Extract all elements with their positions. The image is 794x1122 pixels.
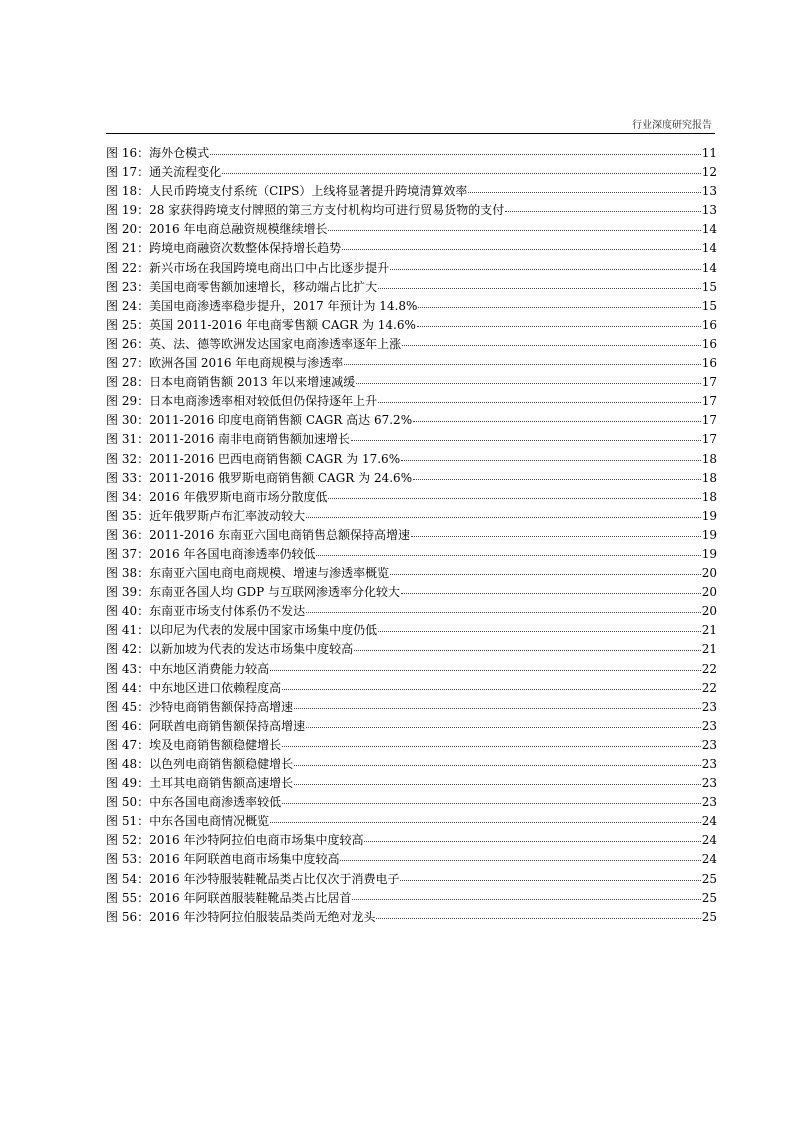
toc-separator: ： — [137, 413, 150, 428]
toc-dot-leader — [328, 488, 700, 499]
figure-index-list — [106, 144, 717, 927]
toc-dot-leader — [400, 870, 700, 881]
toc-separator: ： — [137, 222, 150, 237]
toc-entry[interactable] — [106, 411, 717, 430]
toc-dot-leader — [282, 679, 701, 690]
toc-entry[interactable] — [106, 870, 717, 889]
toc-entry[interactable] — [106, 640, 717, 659]
toc-figure-number: 图 21 — [106, 241, 138, 256]
toc-dot-leader — [356, 373, 700, 384]
toc-entry[interactable] — [106, 526, 717, 545]
toc-figure-title[interactable]: 东南亚市场支付体系仍不发达 — [149, 604, 306, 619]
toc-figure-number: 图 17 — [106, 165, 138, 180]
header-rule — [106, 133, 715, 134]
toc-figure-number: 图 52 — [106, 833, 138, 848]
toc-dot-leader — [210, 144, 701, 155]
toc-separator: ： — [137, 470, 150, 485]
toc-figure-title[interactable]: 中东各国电商渗透率较低 — [149, 795, 282, 810]
toc-separator: ： — [137, 890, 150, 905]
toc-entry[interactable] — [106, 259, 717, 278]
toc-entry[interactable] — [106, 278, 717, 297]
toc-figure-number: 图 51 — [106, 814, 138, 829]
toc-dot-leader — [294, 755, 701, 766]
toc-page-number[interactable]: 23 — [701, 718, 717, 733]
toc-page-number[interactable]: 14 — [701, 222, 717, 237]
toc-page-number[interactable]: 24 — [701, 852, 717, 867]
toc-figure-number: 图 30 — [106, 413, 138, 428]
toc-separator: ： — [137, 203, 150, 218]
toc-dot-leader — [390, 564, 701, 575]
toc-separator: ： — [137, 776, 150, 791]
toc-entry[interactable] — [106, 469, 717, 488]
toc-page-number[interactable]: 21 — [701, 642, 717, 657]
toc-entry[interactable] — [106, 144, 717, 163]
toc-figure-title[interactable]: 2011-2016 南非电商销售额加速增长 — [149, 432, 351, 447]
toc-dot-leader — [282, 736, 701, 747]
toc-page-number[interactable]: 14 — [701, 260, 717, 275]
toc-page-number[interactable]: 18 — [701, 451, 717, 466]
toc-entry[interactable] — [106, 908, 717, 927]
toc-figure-number: 图 25 — [106, 317, 138, 332]
toc-separator: ： — [137, 527, 150, 542]
toc-figure-title[interactable]: 2011-2016 俄罗斯电商销售额 CAGR 为 24.6% — [149, 470, 413, 485]
toc-entry[interactable] — [106, 335, 717, 354]
toc-separator: ： — [137, 661, 150, 676]
toc-figure-title[interactable]: 英、法、德等欧洲发达国家电商渗透率逐年上涨 — [149, 336, 402, 351]
toc-entry[interactable] — [106, 583, 717, 602]
toc-dot-leader — [390, 259, 701, 270]
toc-entry[interactable] — [106, 220, 717, 239]
toc-separator: ： — [137, 604, 150, 619]
toc-dot-leader — [378, 621, 701, 632]
toc-dot-leader — [417, 316, 701, 327]
toc-figure-number: 图 39 — [106, 585, 138, 600]
toc-page-number[interactable]: 16 — [701, 317, 717, 332]
toc-dot-leader — [378, 392, 701, 403]
toc-page-number[interactable]: 19 — [701, 527, 717, 542]
toc-dot-leader — [468, 182, 700, 193]
toc-entry[interactable] — [106, 812, 717, 831]
toc-figure-number: 图 23 — [106, 279, 138, 294]
toc-dot-leader — [418, 297, 700, 308]
toc-figure-title[interactable]: 中东地区进口依赖程度高 — [149, 680, 282, 695]
toc-figure-number: 图 42 — [106, 642, 138, 657]
toc-figure-number: 图 44 — [106, 680, 138, 695]
toc-separator: ： — [137, 394, 150, 409]
toc-entry[interactable] — [106, 201, 717, 220]
toc-page-number[interactable]: 16 — [701, 356, 717, 371]
toc-entry[interactable] — [106, 889, 717, 908]
toc-entry[interactable] — [106, 450, 717, 469]
toc-separator: ： — [137, 623, 150, 638]
toc-entry[interactable] — [106, 679, 717, 698]
toc-dot-leader — [344, 354, 700, 365]
toc-entry[interactable] — [106, 774, 717, 793]
toc-page-number[interactable]: 19 — [701, 508, 717, 523]
toc-figure-number: 图 20 — [106, 222, 138, 237]
toc-figure-number: 图 48 — [106, 757, 138, 771]
toc-dot-leader — [270, 812, 701, 823]
toc-entry[interactable] — [106, 564, 717, 583]
toc-separator: ： — [137, 852, 150, 867]
toc-figure-title[interactable]: 以印尼为代表的发展中国家市场集中度仍低 — [149, 623, 378, 638]
toc-entry[interactable] — [106, 239, 717, 258]
toc-separator: ： — [137, 489, 150, 504]
toc-dot-leader — [306, 602, 701, 613]
toc-figure-title[interactable]: 2011-2016 印度电商销售额 CAGR 高达 67.2% — [149, 413, 413, 428]
toc-figure-number: 图 46 — [106, 718, 138, 733]
toc-page-number[interactable]: 12 — [701, 165, 717, 180]
toc-figure-number: 图 55 — [106, 890, 138, 905]
toc-figure-number: 图 41 — [106, 623, 138, 638]
toc-dot-leader — [401, 450, 701, 461]
toc-entry[interactable] — [106, 488, 717, 507]
toc-figure-title[interactable]: 东南亚六国电商电商规模、增速与渗透率概览 — [149, 566, 390, 581]
toc-dot-leader — [351, 430, 701, 441]
toc-figure-number: 图 45 — [106, 699, 138, 714]
toc-entry[interactable] — [106, 354, 717, 373]
toc-figure-number: 图 54 — [106, 871, 138, 886]
toc-figure-number: 图 19 — [106, 203, 138, 218]
toc-figure-title[interactable]: 2016 年阿联酋服装鞋靴品类占比居首 — [149, 890, 352, 905]
toc-dot-leader — [505, 201, 701, 212]
toc-figure-title[interactable]: 英国 2011-2016 年电商零售额 CAGR 为 14.6% — [149, 317, 416, 332]
toc-separator: ： — [137, 432, 150, 447]
toc-figure-title[interactable]: 土耳其电商销售额高速增长 — [149, 776, 294, 791]
toc-figure-number: 图 53 — [106, 852, 138, 867]
toc-page-number[interactable]: 22 — [701, 661, 717, 676]
toc-dot-leader — [316, 545, 700, 556]
toc-dot-leader — [328, 220, 700, 231]
toc-entry[interactable] — [106, 373, 717, 392]
toc-dot-leader — [282, 793, 701, 804]
toc-figure-title[interactable]: 人民币跨境支付系统（CIPS）上线将显著提升跨境清算效率 — [149, 184, 468, 199]
toc-dot-leader — [411, 526, 701, 537]
toc-dot-leader — [294, 698, 701, 709]
toc-figure-number: 图 22 — [106, 260, 138, 275]
toc-page-number[interactable]: 17 — [701, 432, 717, 447]
toc-dot-leader — [294, 774, 701, 785]
toc-separator: ： — [137, 184, 150, 199]
toc-separator: ： — [137, 737, 150, 752]
toc-figure-title[interactable]: 沙特电商销售额保持高增速 — [149, 699, 294, 714]
toc-figure-title[interactable]: 埃及电商销售额稳健增长 — [149, 737, 282, 752]
toc-figure-title[interactable]: 28 家获得跨境支付牌照的第三方支付机构均可进行贸易货物的支付 — [149, 203, 505, 218]
toc-entry[interactable] — [106, 392, 717, 411]
toc-figure-number: 图 36 — [106, 527, 138, 542]
toc-figure-number: 图 33 — [106, 470, 138, 485]
toc-entry[interactable] — [106, 793, 717, 812]
toc-figure-title[interactable]: 中东地区消费能力较高 — [149, 661, 270, 676]
toc-page-number[interactable]: 13 — [701, 184, 717, 199]
toc-figure-title[interactable]: 跨境电商融资次数整体保持增长趋势 — [149, 241, 342, 256]
report-header-title: 行业深度研究报告 — [632, 120, 712, 131]
toc-page-number[interactable]: 25 — [701, 871, 717, 886]
toc-figure-number: 图 38 — [106, 566, 138, 581]
toc-figure-number: 图 29 — [106, 394, 138, 409]
toc-figure-number: 图 49 — [106, 776, 138, 791]
toc-separator: ： — [137, 680, 150, 695]
toc-separator: ： — [137, 795, 150, 810]
toc-separator: ： — [137, 165, 150, 180]
toc-entry[interactable] — [106, 545, 717, 564]
toc-figure-number: 图 47 — [106, 737, 138, 752]
toc-page-number[interactable]: 18 — [701, 489, 717, 504]
toc-page-number[interactable]: 23 — [701, 776, 717, 791]
toc-separator: ： — [137, 871, 150, 886]
toc-page-number[interactable]: 17 — [701, 375, 717, 390]
toc-figure-title[interactable]: 东南亚各国人均 GDP 与互联网渗透率分化较大 — [149, 585, 401, 600]
toc-dot-leader — [413, 411, 701, 422]
toc-separator: ： — [137, 241, 150, 256]
toc-separator: ： — [137, 566, 150, 581]
toc-separator: ： — [137, 814, 150, 829]
toc-page-number[interactable]: 11 — [701, 146, 717, 160]
toc-figure-title[interactable]: 2016 年各国电商渗透率仍较低 — [149, 546, 316, 561]
toc-dot-leader — [222, 163, 701, 174]
toc-separator: ： — [137, 642, 150, 657]
toc-separator: ： — [137, 336, 150, 351]
toc-page-number[interactable]: 14 — [701, 241, 717, 256]
toc-figure-title[interactable]: 中东各国电商情况概览 — [149, 814, 270, 829]
toc-figure-number: 图 26 — [106, 336, 138, 351]
toc-separator: ： — [137, 356, 150, 371]
toc-figure-number: 图 28 — [106, 375, 138, 390]
toc-figure-number: 图 35 — [106, 508, 138, 523]
toc-entry[interactable] — [106, 163, 717, 182]
toc-dot-leader — [270, 660, 701, 671]
toc-entry[interactable] — [106, 717, 717, 736]
toc-separator: ： — [137, 508, 150, 523]
toc-figure-title[interactable]: 海外仓模式 — [149, 146, 210, 160]
toc-figure-title[interactable]: 2016 年沙特阿拉伯电商市场集中度较高 — [149, 833, 364, 848]
toc-separator: ： — [137, 451, 150, 466]
toc-entry[interactable] — [106, 621, 717, 640]
toc-figure-title[interactable]: 通关流程变化 — [149, 165, 222, 180]
toc-figure-number: 图 37 — [106, 546, 138, 561]
toc-figure-title[interactable]: 2016 年电商总融资规模继续增长 — [149, 222, 328, 237]
toc-figure-number: 图 27 — [106, 356, 138, 371]
toc-entry[interactable] — [106, 507, 717, 526]
toc-figure-title[interactable]: 美国电商渗透率稳步提升，2017 年预计为 14.8% — [149, 298, 418, 313]
toc-dot-leader — [401, 583, 701, 594]
toc-page-number[interactable]: 24 — [701, 833, 717, 848]
toc-separator: ： — [137, 833, 150, 848]
toc-page-number[interactable]: 23 — [701, 737, 717, 752]
toc-figure-title[interactable]: 日本电商销售额 2013 年以来增速减缓 — [149, 375, 356, 390]
toc-separator: ： — [137, 585, 150, 600]
toc-separator: ： — [137, 317, 150, 332]
toc-figure-number: 图 40 — [106, 604, 138, 619]
toc-entry[interactable] — [106, 736, 717, 755]
toc-entry[interactable] — [106, 660, 717, 679]
toc-page-number[interactable]: 24 — [701, 814, 717, 829]
toc-entry[interactable] — [106, 831, 717, 850]
toc-dot-leader — [364, 831, 700, 842]
toc-page-number[interactable]: 23 — [701, 699, 717, 714]
toc-page-number[interactable]: 15 — [701, 298, 717, 313]
toc-page-number[interactable]: 18 — [701, 470, 717, 485]
toc-entry[interactable] — [106, 602, 717, 621]
toc-figure-number: 图 31 — [106, 432, 138, 447]
toc-figure-number: 图 43 — [106, 661, 138, 676]
toc-figure-title[interactable]: 2016 年沙特服装鞋靴品类占比仅次于消费电子 — [149, 871, 400, 886]
toc-figure-title[interactable]: 欧洲各国 2016 年电商规模与渗透率 — [149, 356, 344, 371]
toc-dot-leader — [306, 717, 701, 728]
toc-figure-title[interactable]: 近年俄罗斯卢布汇率波动较大 — [149, 508, 306, 523]
toc-entry[interactable] — [106, 297, 717, 316]
toc-dot-leader — [354, 640, 701, 651]
toc-figure-title[interactable]: 美国电商零售额加速增长，移动端占比扩大 — [149, 279, 378, 294]
toc-separator: ： — [137, 279, 150, 294]
toc-separator: ： — [137, 146, 150, 160]
toc-figure-title[interactable]: 以新加坡为代表的发达市场集中度较高 — [149, 642, 354, 657]
toc-page-number[interactable]: 17 — [701, 413, 717, 428]
toc-separator: ： — [137, 909, 150, 924]
toc-figure-number: 图 50 — [106, 795, 138, 810]
toc-page-number[interactable]: 22 — [701, 680, 717, 695]
toc-dot-leader — [340, 850, 700, 861]
toc-page-number[interactable]: 17 — [701, 394, 717, 409]
toc-figure-number: 图 18 — [106, 184, 138, 199]
toc-page-number[interactable]: 15 — [701, 279, 717, 294]
toc-figure-number: 图 56 — [106, 909, 138, 924]
toc-separator: ： — [137, 757, 150, 771]
toc-page-number[interactable]: 23 — [701, 757, 717, 771]
toc-page-number[interactable]: 13 — [701, 203, 717, 218]
toc-page-number[interactable]: 21 — [701, 623, 717, 638]
toc-figure-title[interactable]: 2016 年俄罗斯电商市场分散度低 — [149, 489, 328, 504]
toc-page-number[interactable]: 16 — [701, 336, 717, 351]
toc-dot-leader — [413, 469, 701, 480]
toc-dot-leader — [376, 908, 700, 919]
toc-page-number[interactable]: 19 — [701, 546, 717, 561]
toc-page-number[interactable]: 25 — [701, 890, 717, 905]
toc-separator: ： — [137, 718, 150, 733]
toc-figure-title[interactable]: 新兴市场在我国跨境电商出口中占比逐步提升 — [149, 260, 390, 275]
toc-page-number[interactable]: 23 — [701, 795, 717, 810]
toc-figure-title[interactable]: 2016 年沙特阿拉伯服装品类尚无绝对龙头 — [149, 909, 376, 924]
toc-dot-leader — [352, 889, 700, 900]
toc-entry[interactable] — [106, 430, 717, 449]
toc-page-number[interactable]: 20 — [701, 604, 717, 619]
toc-figure-number: 图 24 — [106, 298, 138, 313]
toc-dot-leader — [306, 507, 701, 518]
toc-entry[interactable] — [106, 316, 717, 335]
toc-page-number[interactable]: 25 — [701, 909, 717, 924]
toc-page-number[interactable]: 20 — [701, 566, 717, 581]
toc-separator: ： — [137, 699, 150, 714]
toc-figure-title[interactable]: 以色列电商销售额稳健增长 — [149, 757, 294, 771]
toc-separator: ： — [137, 546, 150, 561]
toc-figure-title[interactable]: 2011-2016 东南亚六国电商销售总额保持高增速 — [149, 527, 411, 542]
toc-figure-title[interactable]: 阿联酋电商销售额保持高增速 — [149, 718, 306, 733]
toc-figure-title[interactable]: 2016 年阿联酋电商市场集中度较高 — [149, 852, 340, 867]
toc-entry[interactable] — [106, 698, 717, 717]
toc-entry[interactable] — [106, 182, 717, 201]
toc-figure-title[interactable]: 日本电商渗透率相对较低但仍保持逐年上升 — [149, 394, 378, 409]
toc-entry[interactable] — [106, 850, 717, 869]
toc-separator: ： — [137, 260, 150, 275]
toc-entry[interactable] — [106, 755, 717, 774]
toc-dot-leader — [342, 239, 701, 250]
toc-dot-leader — [378, 278, 701, 289]
toc-figure-number: 图 32 — [106, 451, 138, 466]
toc-figure-title[interactable]: 2011-2016 巴西电商销售额 CAGR 为 17.6% — [149, 451, 401, 466]
toc-figure-number: 图 34 — [106, 489, 138, 504]
toc-separator: ： — [137, 298, 150, 313]
toc-figure-number: 图 16 — [106, 146, 138, 160]
toc-page-number[interactable]: 20 — [701, 585, 717, 600]
toc-separator: ： — [137, 375, 150, 390]
toc-dot-leader — [402, 335, 701, 346]
